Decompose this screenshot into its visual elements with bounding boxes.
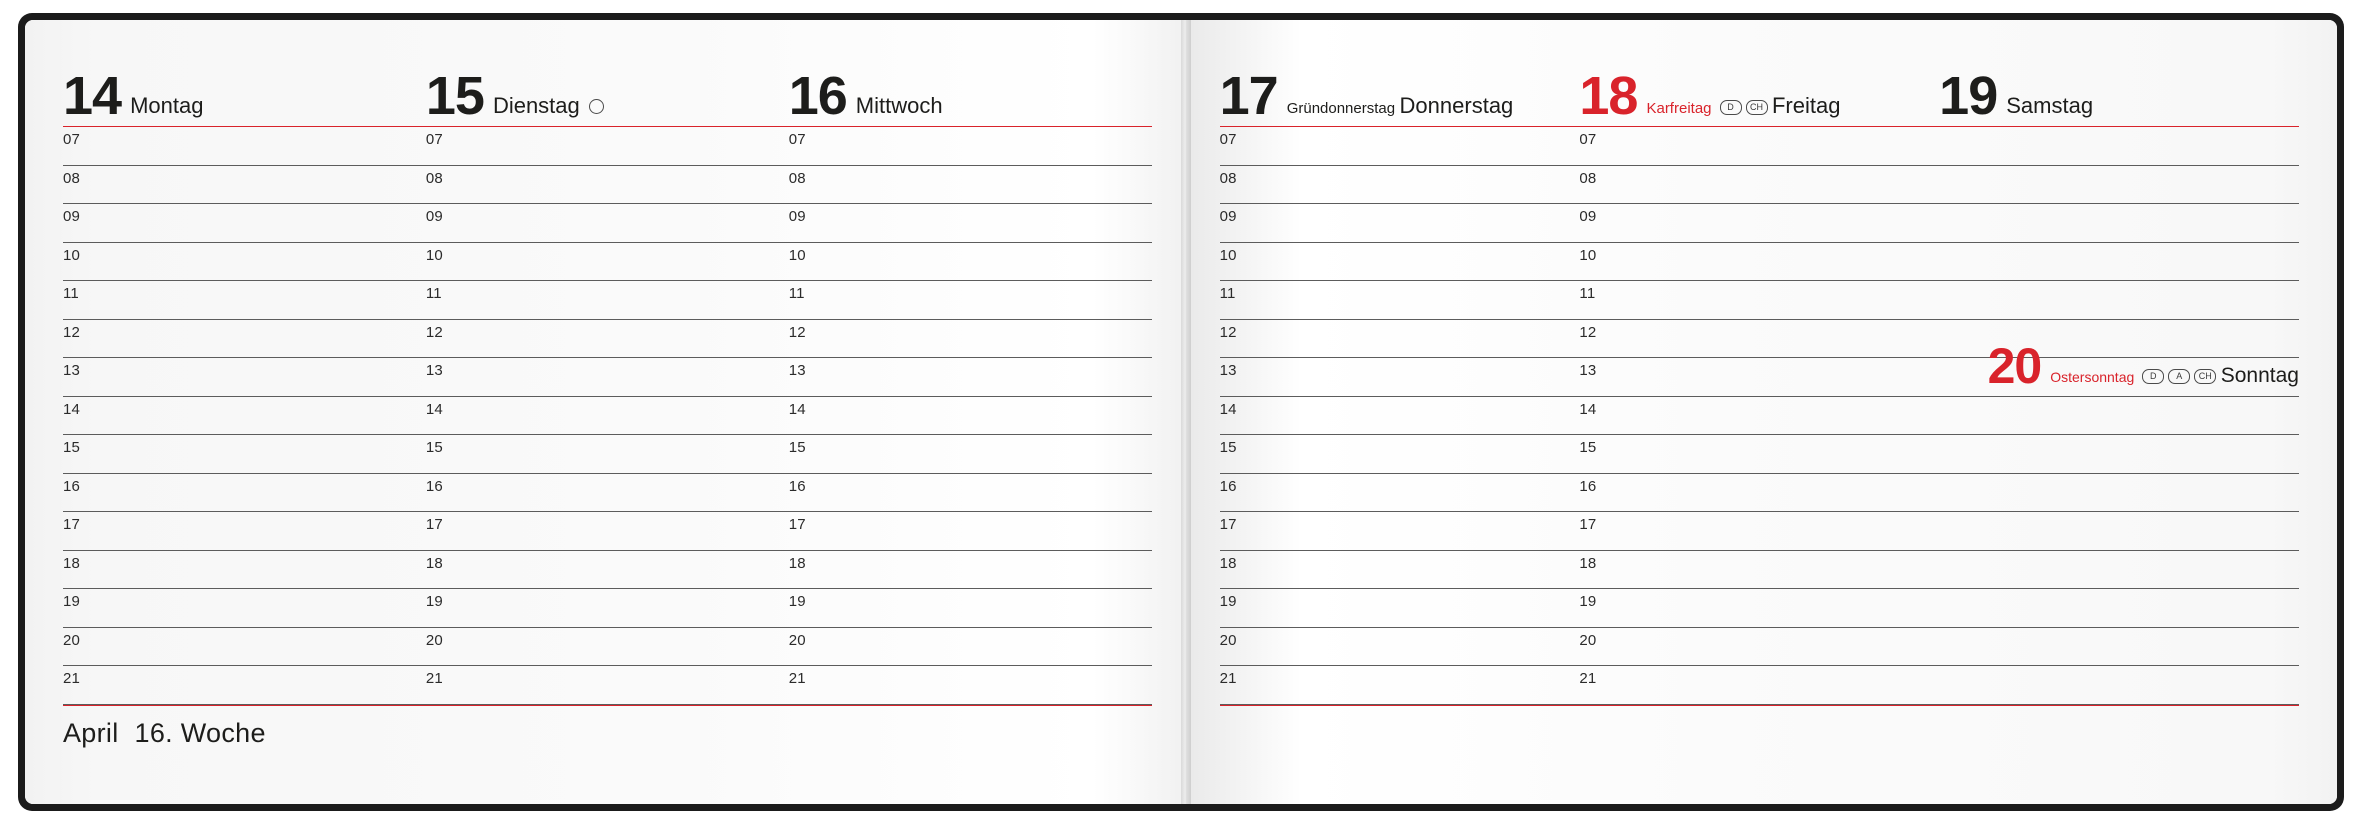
hour-row[interactable] <box>63 589 1152 628</box>
hour-cell-sunday[interactable] <box>1939 474 2299 512</box>
hour-cell-sunday[interactable] <box>1939 628 2299 666</box>
hour-cell-tuesday[interactable] <box>426 204 789 242</box>
hour-cell-sunday[interactable] <box>1939 512 2299 550</box>
hour-cell-sunday[interactable] <box>1939 551 2299 589</box>
hour-row[interactable] <box>63 397 1152 436</box>
hour-label: 15 <box>425 439 443 456</box>
day-header-monday[interactable] <box>63 66 426 126</box>
hour-label: 21 <box>425 670 443 687</box>
hour-label: 16 <box>63 477 81 495</box>
hour-row[interactable] <box>63 358 1152 397</box>
right-hour-grid <box>1220 126 2299 706</box>
day-number: 18 <box>1579 66 1638 126</box>
day-weekday: Sonntag <box>2220 364 2299 387</box>
hour-cell-thursday[interactable] <box>1220 512 1580 550</box>
hour-cell-wednesday[interactable] <box>789 281 1152 319</box>
hour-cell-friday[interactable] <box>1579 435 1939 473</box>
planner-spread <box>25 20 2337 804</box>
hour-label: 15 <box>788 439 806 456</box>
hour-label: 07 <box>1219 131 1237 148</box>
hour-label: 07 <box>425 131 443 148</box>
hour-label: 07 <box>63 131 81 148</box>
hour-label: 18 <box>63 554 81 572</box>
footer-month: April <box>63 717 119 748</box>
hour-label: 11 <box>425 285 442 302</box>
day-number: 17 <box>1219 66 1278 126</box>
hour-label: 14 <box>425 400 443 418</box>
hour-cell-tuesday[interactable] <box>426 589 789 627</box>
hour-cell-tuesday[interactable] <box>426 281 789 319</box>
hour-label: 19 <box>1579 593 1597 610</box>
hour-cell-tuesday[interactable] <box>426 243 789 281</box>
hour-cell-thursday[interactable] <box>1220 666 1580 704</box>
hour-label: 14 <box>63 400 81 418</box>
hour-label: 15 <box>63 439 81 456</box>
hour-cell-friday[interactable] <box>1579 358 1939 396</box>
hour-label: 08 <box>1579 169 1597 187</box>
day-number: 14 <box>63 66 122 126</box>
hour-label: 10 <box>425 246 443 264</box>
left-page-footer <box>63 718 1152 749</box>
hour-cell-friday[interactable] <box>1579 320 1939 358</box>
hour-cell-tuesday[interactable] <box>426 397 789 435</box>
holiday-label: Karfreitag <box>1646 100 1712 117</box>
day-number: 15 <box>425 66 484 126</box>
day-weekday: Dienstag <box>492 93 580 118</box>
hour-cell-friday[interactable] <box>1579 551 1939 589</box>
left-day-headers <box>63 56 1152 126</box>
hour-cell-friday[interactable] <box>1579 589 1939 627</box>
hour-row[interactable] <box>1220 204 2299 243</box>
hour-label: 11 <box>1579 285 1596 302</box>
hour-label: 19 <box>788 593 806 610</box>
hour-label: 08 <box>788 169 806 187</box>
hour-label: 21 <box>788 670 806 687</box>
hour-label: 17 <box>425 516 443 533</box>
hour-label: 15 <box>1219 439 1237 456</box>
hour-cell-wednesday[interactable] <box>789 474 1152 512</box>
hour-row[interactable] <box>1220 589 2299 628</box>
hour-cell-monday[interactable] <box>63 397 426 435</box>
planner-book <box>18 13 2344 811</box>
hour-cell-wednesday[interactable] <box>789 435 1152 473</box>
hour-cell-tuesday[interactable] <box>426 435 789 473</box>
hour-label: 19 <box>425 593 443 610</box>
right-day-headers <box>1219 56 2299 126</box>
hour-label: 19 <box>63 593 81 610</box>
hour-label: 20 <box>1219 631 1237 649</box>
hour-cell-tuesday[interactable] <box>426 512 789 550</box>
hour-label: 17 <box>788 516 806 533</box>
hour-cell-monday[interactable] <box>63 281 426 319</box>
hour-cell-wednesday[interactable] <box>789 127 1152 165</box>
hour-label: 16 <box>425 477 443 495</box>
hour-cell-monday[interactable] <box>63 666 426 704</box>
holiday-label: Gründonnerstag <box>1286 100 1396 117</box>
hour-row[interactable] <box>1220 512 2299 551</box>
day-header-friday[interactable] <box>1579 66 1939 126</box>
day-weekday: Mittwoch <box>855 93 943 118</box>
hour-cell-monday[interactable] <box>63 551 426 589</box>
hour-cell-saturday[interactable] <box>1939 166 2299 204</box>
hour-label: 17 <box>1219 516 1237 533</box>
hour-row[interactable] <box>63 435 1152 474</box>
hour-cell-monday[interactable] <box>63 243 426 281</box>
hour-label: 13 <box>1219 362 1237 379</box>
hour-cell-wednesday[interactable] <box>789 243 1152 281</box>
hour-row[interactable] <box>63 127 1152 166</box>
hour-row[interactable] <box>1220 435 2299 474</box>
hour-cell-monday[interactable] <box>63 166 426 204</box>
hour-cell-thursday[interactable] <box>1220 204 1580 242</box>
hour-label: 16 <box>1219 477 1237 495</box>
hour-cell-thursday[interactable] <box>1220 397 1580 435</box>
hour-label: 18 <box>425 554 443 572</box>
hour-label: 21 <box>63 670 81 687</box>
left-hour-grid <box>63 126 1152 706</box>
hour-label: 14 <box>1219 400 1237 418</box>
hour-row[interactable] <box>1220 281 2299 320</box>
hour-label: 11 <box>1219 285 1236 302</box>
hour-cell-saturday[interactable] <box>1939 204 2299 242</box>
hour-label: 09 <box>1579 208 1597 225</box>
hour-cell-wednesday[interactable] <box>789 551 1152 589</box>
day-weekday: Montag <box>130 93 204 118</box>
hour-cell-wednesday[interactable] <box>789 358 1152 396</box>
hour-row[interactable] <box>1220 666 2299 705</box>
hour-cell-wednesday[interactable] <box>789 397 1152 435</box>
hour-cell-thursday[interactable] <box>1220 127 1580 165</box>
hour-label: 08 <box>425 169 443 187</box>
day-number: 19 <box>1939 66 1998 126</box>
day-header-wednesday[interactable] <box>788 66 1152 126</box>
hour-cell-sunday[interactable] <box>1939 666 2299 704</box>
day-number: 16 <box>788 66 847 126</box>
hour-row[interactable] <box>63 243 1152 282</box>
hour-label: 10 <box>1219 246 1237 264</box>
hour-row[interactable] <box>63 281 1152 320</box>
hour-label: 20 <box>1579 631 1597 649</box>
hour-label: 09 <box>1219 208 1237 225</box>
hour-cell-wednesday[interactable] <box>789 589 1152 627</box>
day-number: 20 <box>1987 338 2042 394</box>
hour-cell-friday[interactable] <box>1579 628 1939 666</box>
hour-cell-tuesday[interactable] <box>426 358 789 396</box>
hour-label: 18 <box>788 554 806 572</box>
hour-row[interactable] <box>63 474 1152 513</box>
hour-label: 19 <box>1219 593 1237 610</box>
hour-cell-monday[interactable] <box>63 474 426 512</box>
hour-cell-tuesday[interactable] <box>426 666 789 704</box>
hour-cell-friday[interactable] <box>1579 474 1939 512</box>
hour-cell-tuesday[interactable] <box>426 474 789 512</box>
hour-label: 12 <box>63 323 81 341</box>
day-weekday: Donnerstag <box>1399 93 1514 118</box>
hour-label: 20 <box>63 631 81 649</box>
region-badge-ch: CH <box>1746 100 1768 115</box>
day-header-saturday[interactable] <box>1939 66 2299 126</box>
region-badge-ch: CH <box>2194 369 2216 384</box>
hour-cell-thursday[interactable] <box>1220 628 1580 666</box>
hour-cell-friday[interactable] <box>1579 127 1939 165</box>
hour-cell-wednesday[interactable] <box>789 628 1152 666</box>
hour-cell-monday[interactable] <box>63 435 426 473</box>
hour-label: 08 <box>63 169 81 187</box>
hour-label: 18 <box>1219 554 1237 572</box>
hour-label: 10 <box>1579 246 1597 264</box>
hour-label: 09 <box>425 208 443 225</box>
hour-cell-friday[interactable] <box>1579 512 1939 550</box>
region-badges <box>2142 369 2216 384</box>
hour-cell-tuesday[interactable] <box>426 320 789 358</box>
hour-cell-thursday[interactable] <box>1220 474 1580 512</box>
holiday-label: Ostersonntag <box>2050 369 2135 385</box>
hour-label: 12 <box>1579 323 1597 341</box>
hour-cell-saturday[interactable] <box>1939 397 2299 435</box>
footer-week: 16. Woche <box>134 717 266 748</box>
hour-label: 12 <box>425 323 443 341</box>
hour-cell-friday[interactable] <box>1579 281 1939 319</box>
hour-cell-thursday[interactable] <box>1220 358 1580 396</box>
hour-row[interactable] <box>1220 397 2299 436</box>
hour-label: 13 <box>425 362 443 379</box>
hour-row[interactable] <box>1220 474 2299 513</box>
region-badge-de: D <box>1720 100 1742 115</box>
hour-row[interactable] <box>63 204 1152 243</box>
hour-label: 08 <box>1219 169 1237 187</box>
hour-cell-friday[interactable] <box>1579 397 1939 435</box>
hour-cell-monday[interactable] <box>63 320 426 358</box>
hour-row[interactable] <box>63 551 1152 590</box>
hour-cell-tuesday[interactable] <box>426 166 789 204</box>
hour-label: 14 <box>788 400 806 418</box>
left-page <box>25 20 1186 804</box>
hour-cell-wednesday[interactable] <box>789 166 1152 204</box>
region-badge-at: A <box>2168 369 2190 384</box>
hour-cell-monday[interactable] <box>63 512 426 550</box>
hour-label: 10 <box>63 246 81 264</box>
hour-row[interactable] <box>1220 551 2299 590</box>
day-header-tuesday[interactable] <box>425 66 789 126</box>
hour-label: 20 <box>425 631 443 649</box>
hour-row[interactable] <box>63 666 1152 705</box>
hour-cell-friday[interactable] <box>1579 166 1939 204</box>
hour-label: 13 <box>788 362 806 379</box>
hour-row[interactable] <box>63 166 1152 205</box>
hour-row[interactable] <box>1220 166 2299 205</box>
day-header-sunday[interactable] <box>1987 338 2299 394</box>
hour-label: 16 <box>788 477 806 495</box>
hour-label: 17 <box>1579 516 1597 533</box>
hour-label: 11 <box>788 285 805 302</box>
grid-bottom-rule <box>1220 705 2299 706</box>
hour-cell-monday[interactable] <box>63 127 426 165</box>
hour-row[interactable] <box>63 320 1152 359</box>
hour-row[interactable] <box>1220 243 2299 282</box>
hour-label: 13 <box>63 362 81 379</box>
hour-cell-thursday[interactable] <box>1220 435 1580 473</box>
hour-cell-wednesday[interactable] <box>789 320 1152 358</box>
hour-cell-saturday[interactable] <box>1939 281 2299 319</box>
hour-cell-monday[interactable] <box>63 358 426 396</box>
hour-cell-friday[interactable] <box>1579 243 1939 281</box>
hour-row[interactable] <box>63 628 1152 667</box>
hour-cell-sunday[interactable] <box>1939 589 2299 627</box>
day-header-thursday[interactable] <box>1219 66 1580 126</box>
hour-cell-sunday[interactable] <box>1939 435 2299 473</box>
region-badge-de: D <box>2142 369 2164 384</box>
hour-row[interactable] <box>1220 628 2299 667</box>
hour-cell-monday[interactable] <box>63 204 426 242</box>
hour-label: 10 <box>788 246 806 264</box>
hour-cell-thursday[interactable] <box>1220 281 1580 319</box>
right-page <box>1186 20 2337 804</box>
hour-label: 12 <box>1219 323 1237 341</box>
hour-cell-tuesday[interactable] <box>426 628 789 666</box>
hour-cell-thursday[interactable] <box>1220 243 1580 281</box>
hour-cell-friday[interactable] <box>1579 666 1939 704</box>
hour-cell-tuesday[interactable] <box>426 127 789 165</box>
grid-bottom-rule <box>63 705 1152 706</box>
hour-label: 11 <box>63 285 79 302</box>
hour-label: 20 <box>788 631 806 649</box>
hour-cell-monday[interactable] <box>63 589 426 627</box>
region-badges <box>1720 100 1768 115</box>
hour-label: 17 <box>63 516 81 533</box>
hour-row[interactable] <box>1220 127 2299 166</box>
hour-label: 15 <box>1579 439 1597 456</box>
hour-label: 21 <box>1219 670 1237 687</box>
hour-label: 16 <box>1579 477 1597 495</box>
hour-label: 09 <box>63 208 81 225</box>
day-weekday: Freitag <box>1771 93 1841 118</box>
hour-cell-saturday[interactable] <box>1939 243 2299 281</box>
hour-cell-thursday[interactable] <box>1220 551 1580 589</box>
hour-cell-wednesday[interactable] <box>789 666 1152 704</box>
hour-cell-friday[interactable] <box>1579 204 1939 242</box>
hour-row[interactable] <box>63 512 1152 551</box>
hour-cell-thursday[interactable] <box>1220 320 1580 358</box>
hour-label: 07 <box>1579 131 1597 148</box>
hour-cell-thursday[interactable] <box>1220 166 1580 204</box>
hour-cell-tuesday[interactable] <box>426 551 789 589</box>
hour-label: 09 <box>788 208 806 225</box>
hour-cell-saturday[interactable] <box>1939 127 2299 165</box>
moon-phase-icon <box>589 99 604 114</box>
hour-label: 07 <box>788 131 806 148</box>
hour-cell-wednesday[interactable] <box>789 512 1152 550</box>
hour-label: 12 <box>788 323 806 341</box>
hour-cell-thursday[interactable] <box>1220 589 1580 627</box>
hour-label: 21 <box>1579 670 1597 687</box>
hour-cell-monday[interactable] <box>63 628 426 666</box>
hour-label: 18 <box>1579 554 1597 572</box>
hour-label: 14 <box>1579 400 1597 418</box>
hour-label: 13 <box>1579 362 1597 379</box>
day-weekday: Samstag <box>2006 93 2094 118</box>
hour-cell-wednesday[interactable] <box>789 204 1152 242</box>
